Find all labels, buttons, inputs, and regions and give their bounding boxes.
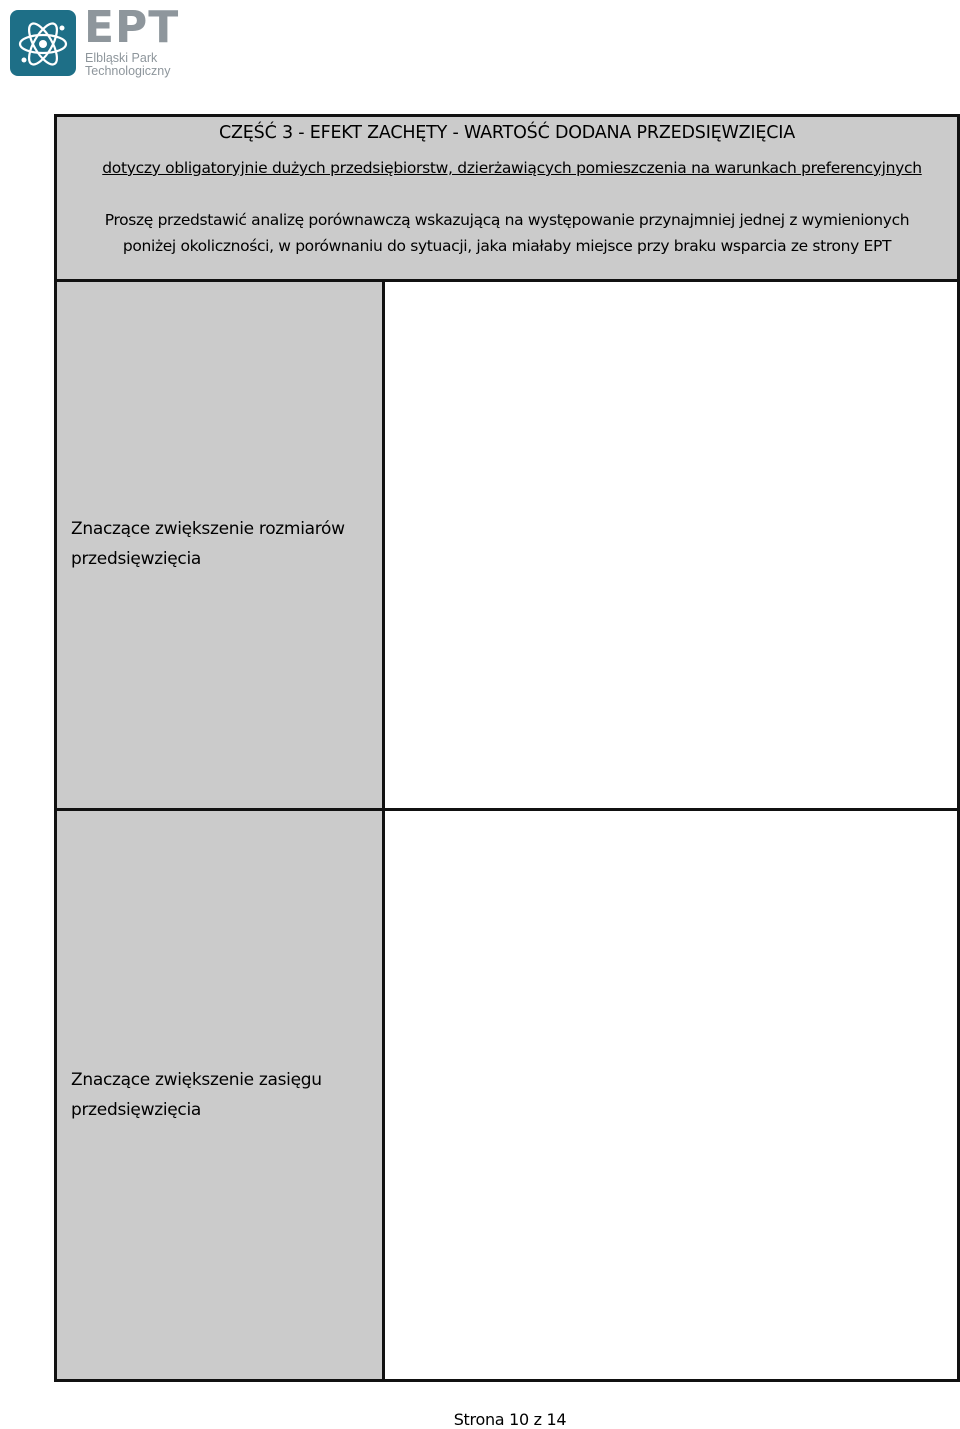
table-row <box>57 811 957 1379</box>
answer-field-size-increase[interactable] <box>385 282 957 808</box>
section-title: CZĘŚĆ 3 - EFEKT ZACHĘTY - WARTOŚĆ DODANA PRZEDSIĘWZIĘCIA <box>219 123 795 143</box>
row-label-cell <box>57 282 385 808</box>
section-subtitle: dotyczy obligatoryjnie dużych przedsiębiorstw, dzierżawiących pomieszczenia na warunkach preferencyjnych <box>102 159 922 177</box>
table-row <box>57 282 957 811</box>
section-instruction: Proszę przedstawić analizę porównawczą wskazującą na występowanie przynajmniej jednej z wymienionych poniżej okoliczności, w porównaniu do sytuacji, jaka miałaby miejsce przy braku wsparcia ze strony EPT <box>104 211 910 255</box>
page-number: Strona 10 z 14 <box>453 1410 567 1429</box>
logo-subtitle-line2: Technologiczny <box>85 64 171 78</box>
logo-wordmark: EPT <box>84 2 180 53</box>
row-label-cell <box>57 811 385 1379</box>
ept-logo <box>10 2 210 80</box>
row-label: Znaczące zwiększenie zasięgu przedsięwzięcia <box>71 1070 322 1120</box>
row-label: Znaczące zwiększenie rozmiarów przedsięwzięcia <box>71 519 345 569</box>
logo-subtitle-line1: Elbląski Park <box>85 51 158 65</box>
section-header <box>57 117 957 282</box>
section-3-form <box>54 114 960 1382</box>
logo-subtitle <box>85 52 170 78</box>
atom-icon <box>10 10 76 76</box>
answer-field-scope-increase[interactable] <box>385 811 957 1379</box>
